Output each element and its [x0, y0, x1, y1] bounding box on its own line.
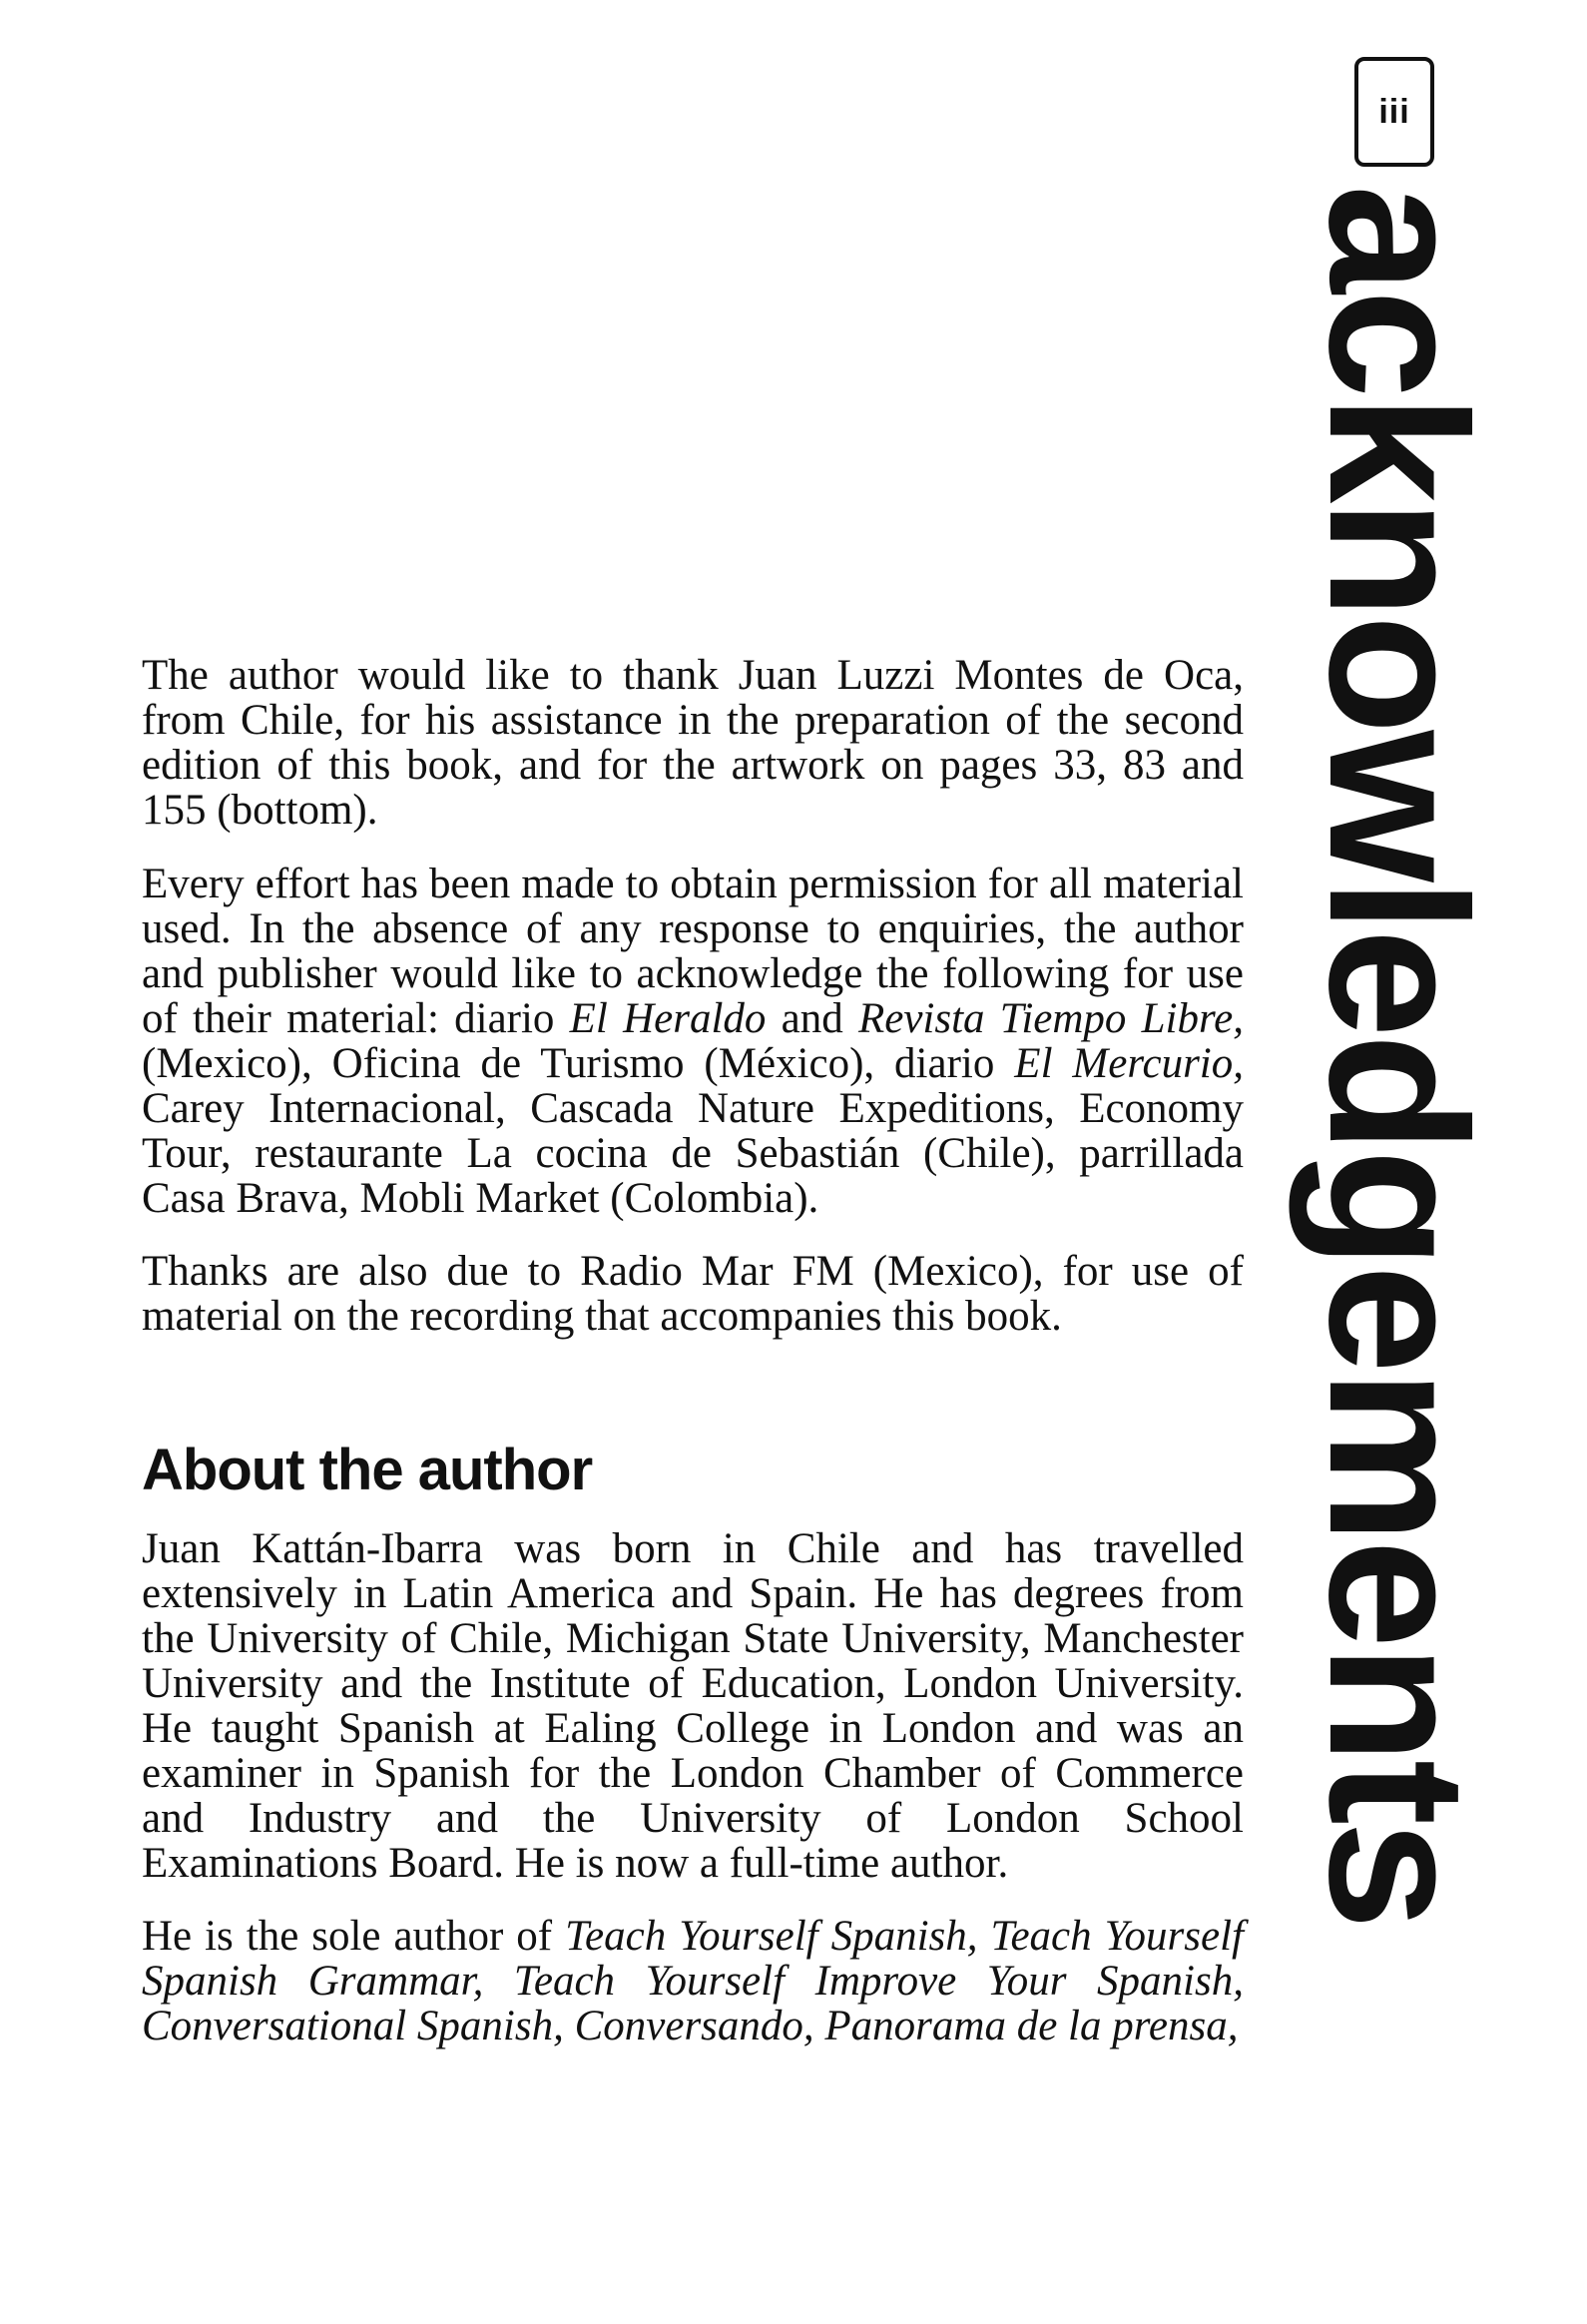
vertical-section-title — [1289, 185, 1507, 1927]
acknowledgement-paragraph-2 — [142, 862, 1244, 1221]
section-title-text: acknowledgements — [1289, 185, 1507, 1927]
acknowledgement-text-part-4: Carey Internacional, Cascada Nature Expeditions, Economy Tour, restaurante La cocina de Sebastián (Chile), parrillada Casa Brava, Mobli Market (Colombia). — [142, 1085, 1244, 1222]
book-title-list: Teach Yourself Spanish, Teach Yourself Spanish Grammar, Teach Yourself Improve Your Spanish, Conversational Spanish, Conversando, Panorama de la prensa, — [142, 1913, 1244, 2049]
acknowledgement-text-part-1: Every effort has been made to obtain permission for all material used. In the absence of any response to enquiries, the author and publisher would like to acknowledge the following for use of their material: diario — [142, 861, 1244, 1042]
newspaper-title-el-heraldo: El Heraldo — [569, 995, 767, 1042]
page-number: iii — [1378, 92, 1410, 131]
newspaper-title-el-mercurio: El Mercurio, — [1014, 1040, 1244, 1087]
acknowledgement-paragraph-1: The author would like to thank Juan Luzzi Montes de Oca, from Chile, for his assistance in the preparation of the second edition of this book, and for the artwork on pages 33, 83 and 155 (bottom). — [142, 652, 1244, 834]
magazine-title-revista-tiempo-libre: Revista Tiempo Libre, — [857, 995, 1244, 1042]
acknowledgements-section — [142, 653, 1244, 1339]
about-author-paragraph-2 — [142, 1914, 1244, 2048]
page-number-tab — [1354, 57, 1434, 167]
page-content — [142, 653, 1244, 2048]
acknowledgement-text-part-2: and — [766, 995, 858, 1042]
about-author-heading: About the author — [142, 1438, 593, 1502]
about-author-section — [142, 1439, 1244, 2048]
acknowledgement-text-part-3: (Mexico), Oficina de Turismo (México), diario — [142, 1040, 1015, 1087]
sole-author-prefix: He is the sole author of — [142, 1913, 566, 1960]
acknowledgement-paragraph-3: Thanks are also due to Radio Mar FM (Mexico), for use of material on the recording that accompanies this book. — [142, 1248, 1244, 1340]
about-author-paragraph-1: Juan Kattán-Ibarra was born in Chile and has travelled extensively in Latin America and Spain. He has degrees from the University of Chile, Michigan State University, Manchester University and the Institute of Education, London University. He taught Spanish at Ealing College in London and was an examiner in Spanish for the London Chamber of Commerce and Industry and the University of London School Examinations Board. He is now a full-time author. — [142, 1525, 1244, 1887]
